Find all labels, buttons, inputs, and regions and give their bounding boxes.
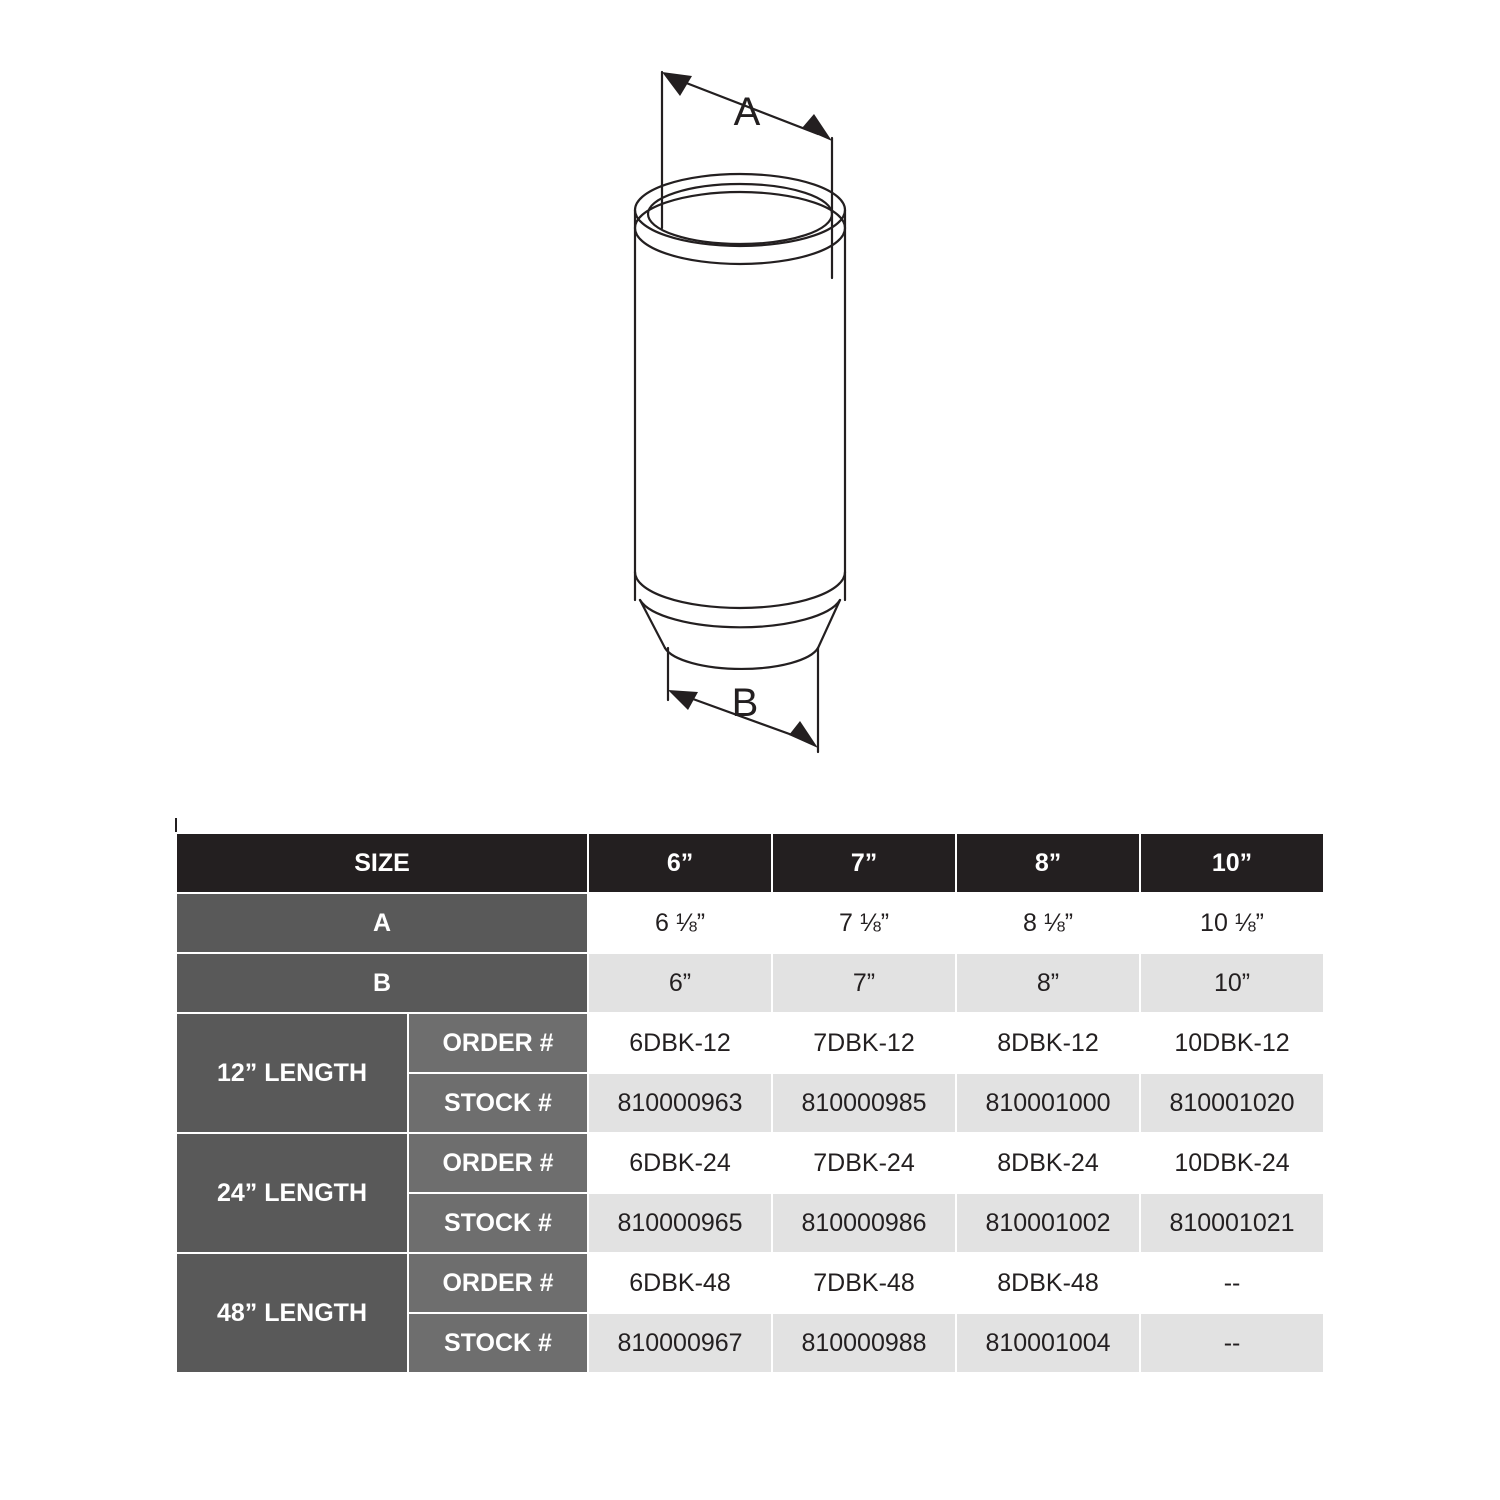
pipe-top-inner-rim [635, 192, 845, 264]
specification-table [175, 832, 1325, 1374]
dimension-label-b: B [731, 681, 759, 725]
cell-a-8: 8 ⅛” [956, 893, 1140, 953]
cell-b-10: 10” [1140, 953, 1324, 1013]
dim-a-right-arrowhead [802, 114, 832, 141]
specification-table-container [175, 832, 1323, 1374]
cell-a-7: 7 ⅛” [772, 893, 956, 953]
cell-order-12-10: 10DBK-12 [1140, 1013, 1324, 1073]
header-size-10: 10” [1140, 833, 1324, 893]
cell-order-12-8: 8DBK-12 [956, 1013, 1140, 1073]
sub-label-order: ORDER # [408, 1253, 588, 1313]
header-size: SIZE [176, 833, 588, 893]
cell-stock-24-8: 810001002 [956, 1193, 1140, 1253]
table-header-row [176, 833, 1324, 893]
cell-order-24-6: 6DBK-24 [588, 1133, 772, 1193]
sub-label-stock: STOCK # [408, 1313, 588, 1373]
cell-order-12-7: 7DBK-12 [772, 1013, 956, 1073]
cell-stock-12-6: 810000963 [588, 1073, 772, 1133]
table-row [176, 893, 1324, 953]
cell-order-12-6: 6DBK-12 [588, 1013, 772, 1073]
row-label-a: A [176, 893, 588, 953]
group-label-48-length: 48” LENGTH [176, 1253, 408, 1373]
cell-stock-48-6: 810000967 [588, 1313, 772, 1373]
dim-b-left-arrowhead [668, 690, 698, 710]
header-size-6: 6” [588, 833, 772, 893]
cell-b-7: 7” [772, 953, 956, 1013]
cell-stock-48-7: 810000988 [772, 1313, 956, 1373]
pipe-crimp-left-taper [640, 600, 665, 648]
row-label-b: B [176, 953, 588, 1013]
cell-stock-24-10: 810001021 [1140, 1193, 1324, 1253]
pipe-bottom-edge-front [665, 648, 818, 669]
pipe-lower-bead-front [635, 572, 845, 608]
group-label-24-length: 24” LENGTH [176, 1133, 408, 1253]
pipe-crimp-front [640, 600, 840, 627]
cell-order-48-6: 6DBK-48 [588, 1253, 772, 1313]
cell-order-24-10: 10DBK-24 [1140, 1133, 1324, 1193]
cell-order-48-8: 8DBK-48 [956, 1253, 1140, 1313]
group-label-12-length: 12” LENGTH [176, 1013, 408, 1133]
header-size-8: 8” [956, 833, 1140, 893]
cell-stock-12-10: 810001020 [1140, 1073, 1324, 1133]
cell-b-6: 6” [588, 953, 772, 1013]
cell-stock-24-6: 810000965 [588, 1193, 772, 1253]
dimension-label-a: A [733, 90, 761, 134]
cell-order-48-7: 7DBK-48 [772, 1253, 956, 1313]
cell-stock-12-8: 810001000 [956, 1073, 1140, 1133]
sub-label-order: ORDER # [408, 1133, 588, 1193]
pipe-crimp-right-taper [818, 600, 840, 648]
header-size-7: 7” [772, 833, 956, 893]
table-row [176, 1253, 1324, 1313]
cell-stock-24-7: 810000986 [772, 1193, 956, 1253]
cell-stock-48-10: -- [1140, 1313, 1324, 1373]
cell-stock-12-7: 810000985 [772, 1073, 956, 1133]
sub-label-stock: STOCK # [408, 1073, 588, 1133]
cell-a-6: 6 ⅛” [588, 893, 772, 953]
sub-label-order: ORDER # [408, 1013, 588, 1073]
cell-a-10: 10 ⅛” [1140, 893, 1324, 953]
table-row [176, 953, 1324, 1013]
table-row [176, 1133, 1324, 1193]
cell-b-8: 8” [956, 953, 1140, 1013]
cell-order-48-10: -- [1140, 1253, 1324, 1313]
sub-label-stock: STOCK # [408, 1193, 588, 1253]
cell-order-24-7: 7DBK-24 [772, 1133, 956, 1193]
table-row [176, 1013, 1324, 1073]
cell-order-24-8: 8DBK-24 [956, 1133, 1140, 1193]
cell-stock-48-8: 810001004 [956, 1313, 1140, 1373]
dim-b-right-arrowhead [789, 721, 818, 748]
